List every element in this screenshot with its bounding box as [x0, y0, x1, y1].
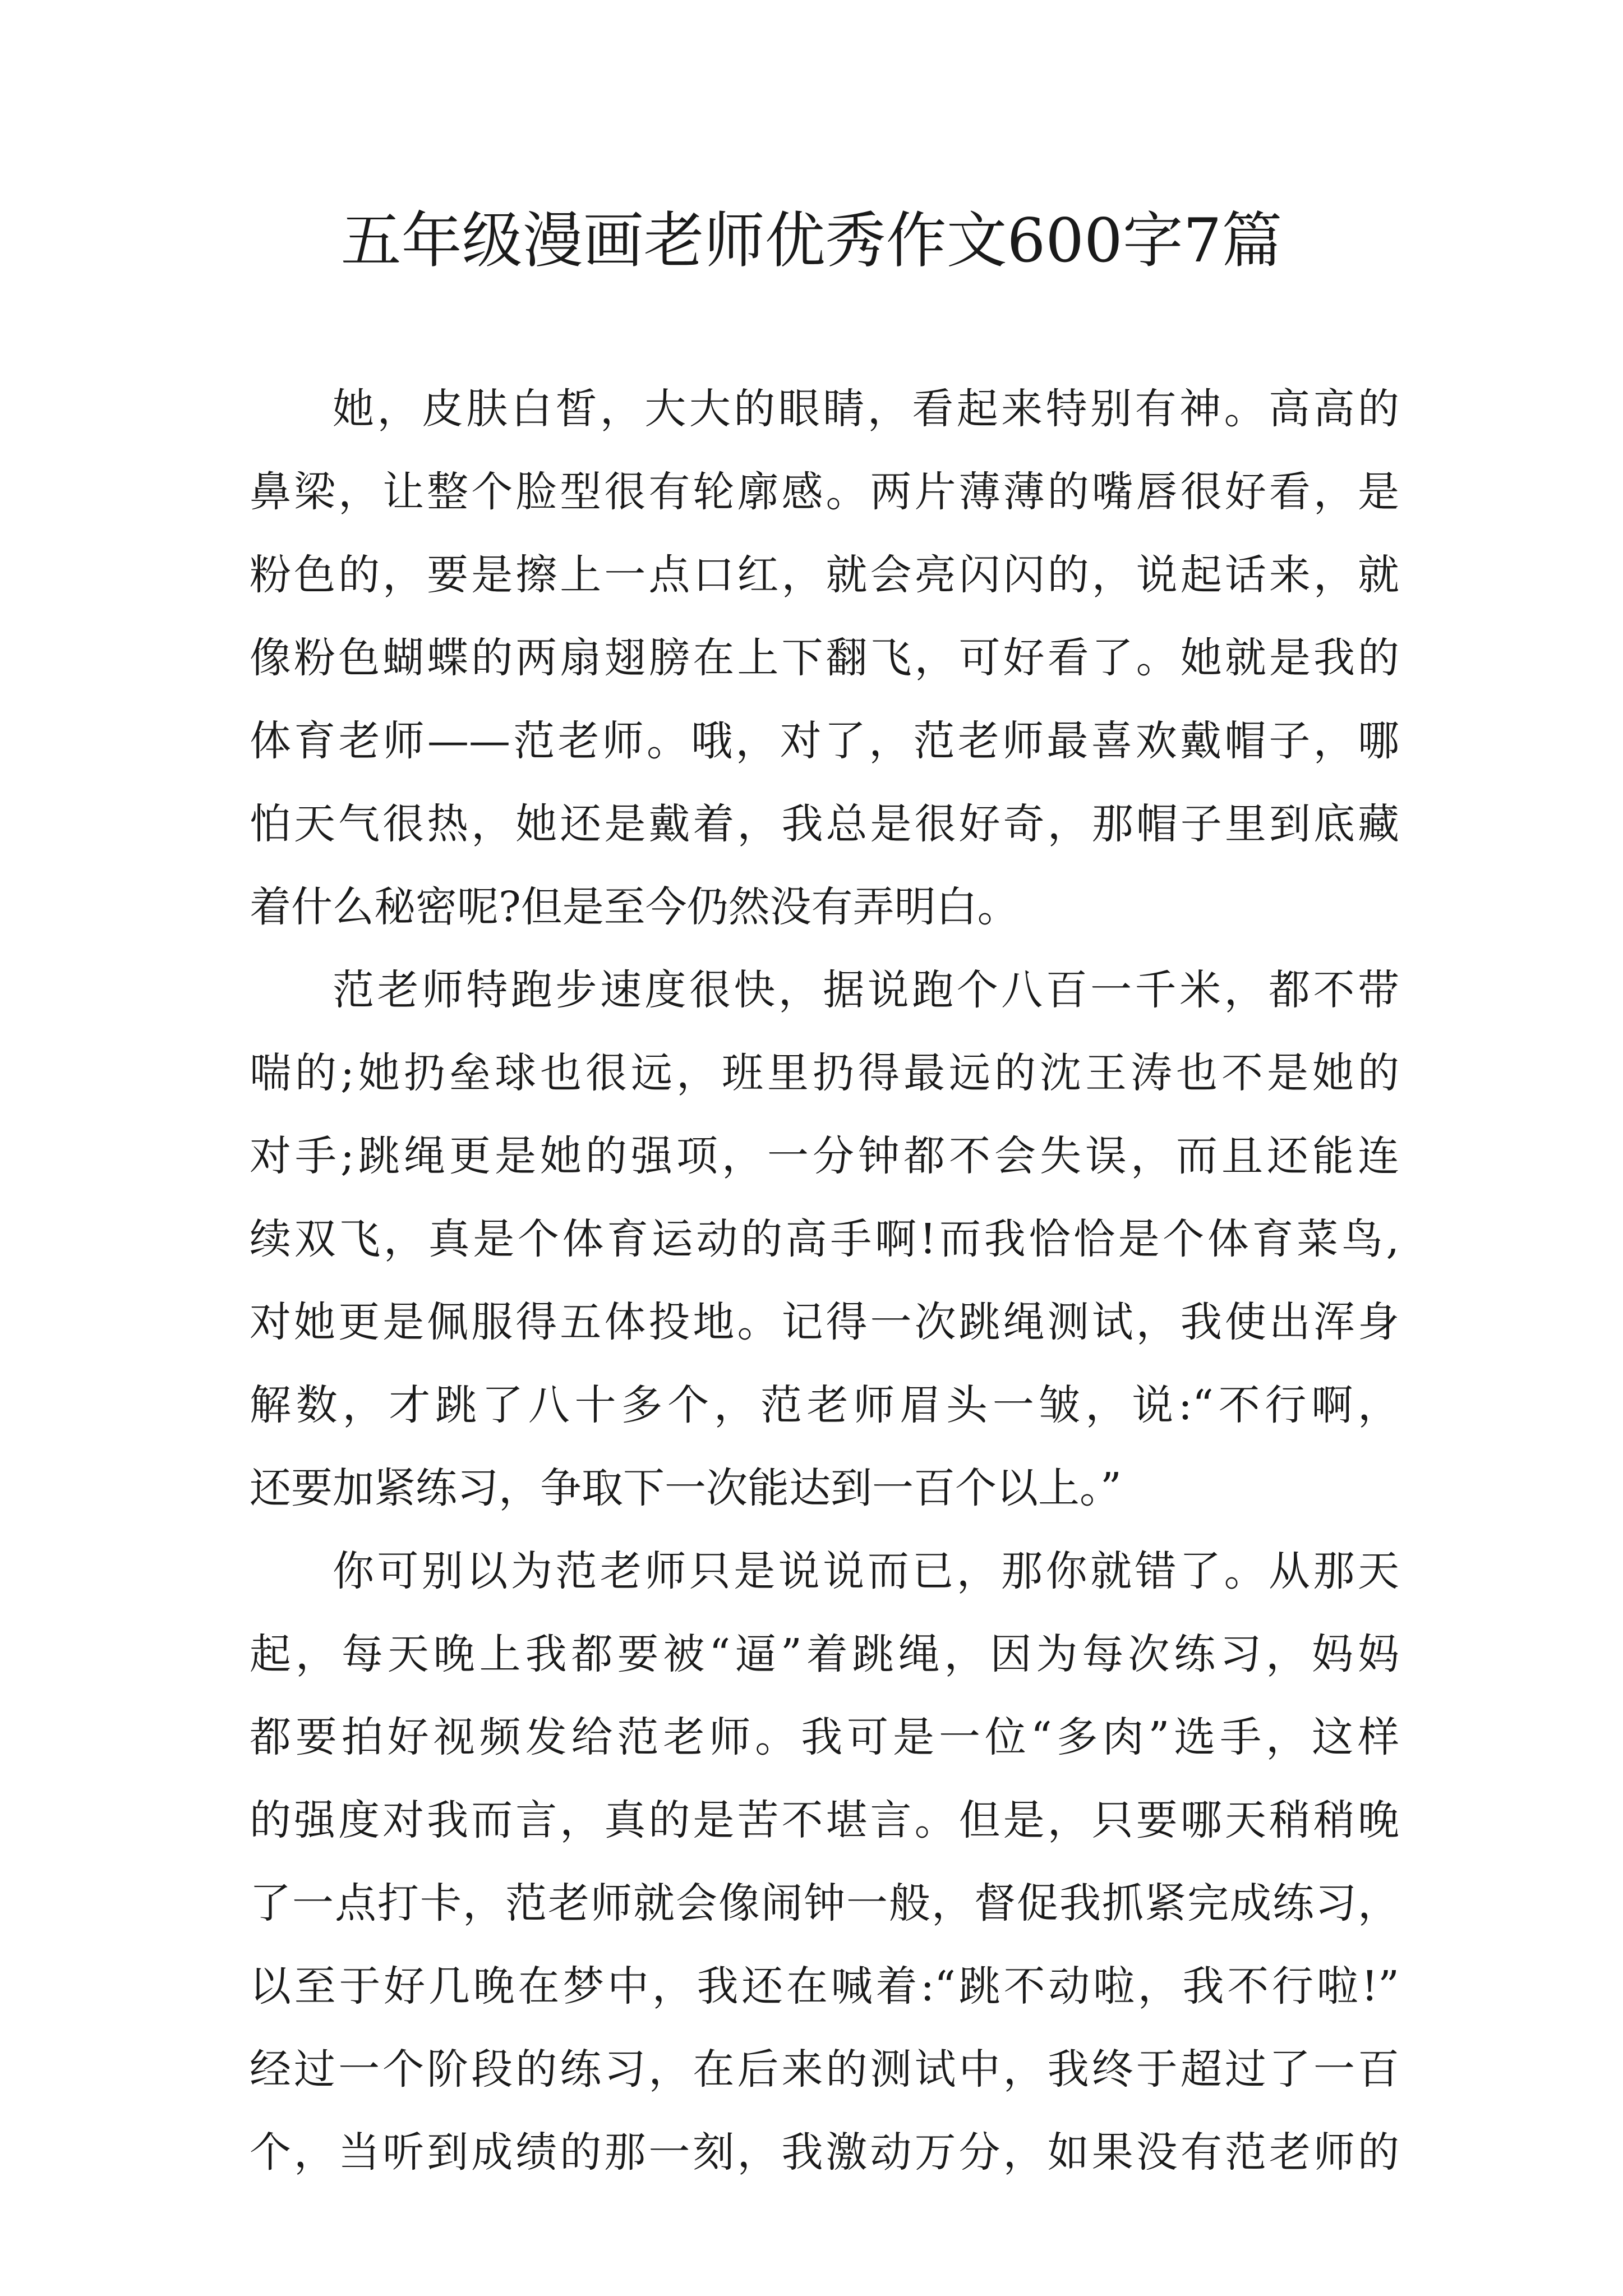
text-line: 喘的;她扔垒球也很远，班里扔得最远的沈王涛也不是她的	[250, 1049, 1399, 1097]
text-line: 解数，才跳了八十多个，范老师眉头一皱，说:“不行啊，	[250, 1381, 1399, 1429]
text-line: 对手;跳绳更是她的强项，一分钟都不会失误，而且还能连	[250, 1132, 1399, 1180]
text-line: 粉色的，要是擦上一点口红，就会亮闪闪的，说起话来，就	[250, 551, 1399, 599]
text-line: 像粉色蝴蝶的两扇翅膀在上下翻飞，可好看了。她就是我的	[250, 634, 1399, 682]
text-line: 的强度对我而言，真的是苦不堪言。但是，只要哪天稍稍晚	[250, 1796, 1399, 1844]
text-line: 你可别以为范老师只是说说而已，那你就错了。从那天	[333, 1547, 1399, 1595]
document-body	[250, 367, 1399, 2194]
text-line: 都要拍好视频发给范老师。我可是一位“多肉”选手，这样	[250, 1713, 1399, 1761]
text-line: 了一点打卡，范老师就会像闹钟一般，督促我抓紧完成练习，	[250, 1879, 1399, 1927]
document-title: 五年级漫画老师优秀作文600字7篇	[340, 206, 1283, 276]
text-line: 还要加紧练习，争取下一次能达到一百个以上。”	[250, 1464, 1122, 1512]
text-line: 对她更是佩服得五体投地。记得一次跳绳测试，我使出浑身	[250, 1298, 1399, 1346]
text-line: 鼻梁，让整个脸型很有轮廓感。两片薄薄的嘴唇很好看，是	[250, 468, 1399, 516]
text-line: 起，每天晚上我都要被“逼”着跳绳，因为每次练习，妈妈	[250, 1630, 1399, 1678]
text-line: 范老师特跑步速度很快，据说跑个八百一千米，都不带	[333, 966, 1399, 1014]
text-line: 续双飞，真是个体育运动的高手啊!而我恰恰是个体育菜鸟,	[250, 1215, 1399, 1263]
paragraph-2	[250, 949, 1399, 1530]
text-line: 经过一个阶段的练习，在后来的测试中，我终于超过了一百	[250, 2045, 1399, 2093]
paragraph-1	[250, 367, 1399, 949]
text-line: 体育老师——范老师。哦，对了，范老师最喜欢戴帽子，哪	[250, 717, 1399, 765]
paragraph-3	[250, 1530, 1399, 2194]
text-line: 以至于好几晚在梦中，我还在喊着:“跳不动啦，我不行啦!”	[250, 1962, 1399, 2010]
text-line: 她，皮肤白皙，大大的眼睛，看起来特别有神。高高的	[333, 385, 1399, 433]
text-line: 个，当听到成绩的那一刻，我激动万分，如果没有范老师的	[250, 2128, 1399, 2177]
text-line: 怕天气很热，她还是戴着，我总是很好奇，那帽子里到底藏	[250, 800, 1399, 848]
text-line: 着什么秘密呢?但是至今仍然没有弄明白。	[250, 883, 1019, 931]
